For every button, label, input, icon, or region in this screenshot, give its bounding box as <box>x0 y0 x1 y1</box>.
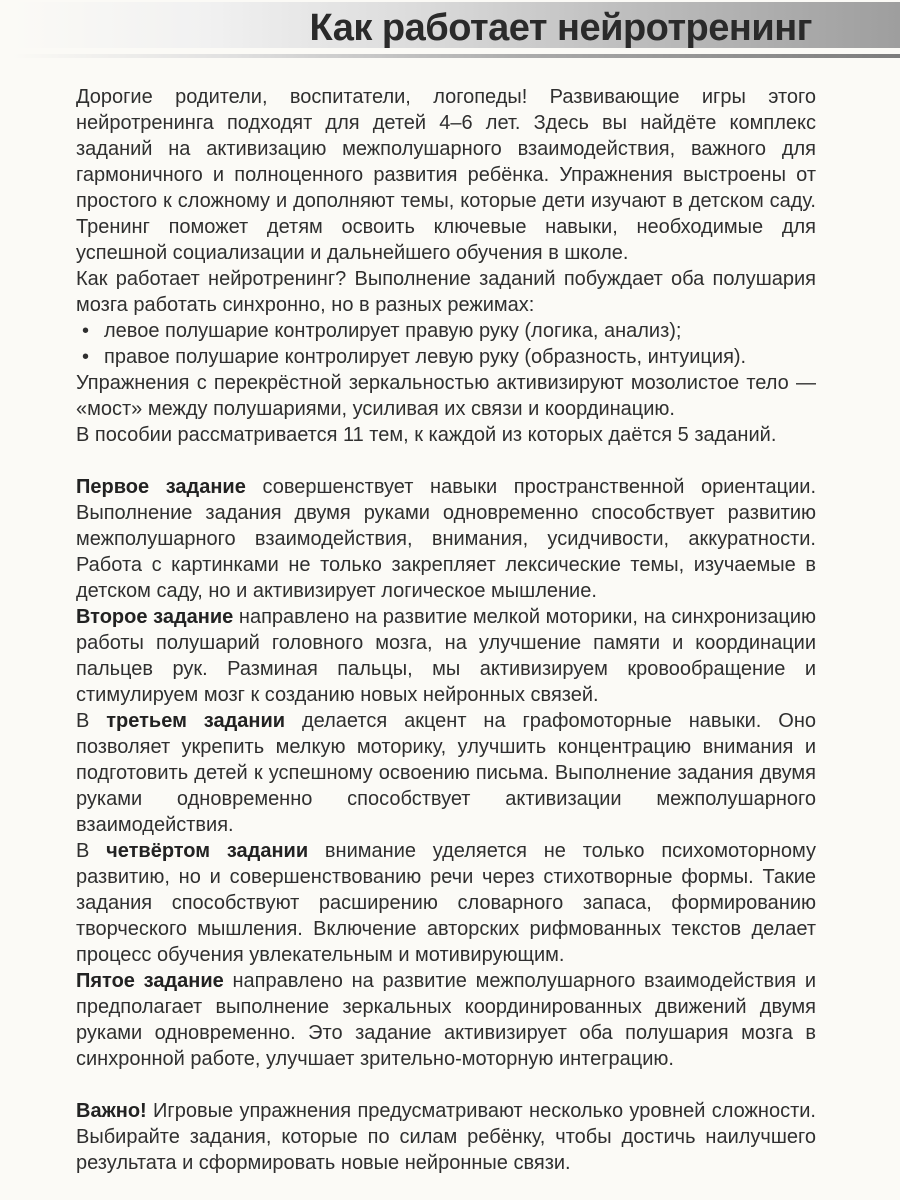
spacer <box>76 1072 816 1098</box>
task-third-heading: третьем задании <box>106 710 286 732</box>
task-first-paragraph <box>76 474 816 604</box>
task-first-text: совершенствует навыки пространственной ориентации. Выполнение задания двумя руками одновременно способствует развитию межполушарного взаимодействия, внимания, усидчивости, аккуратности. Работа с картинками не только закрепляет лексические темы, изучаемые в детском саду, но и активизирует логическое мышление. <box>76 476 817 602</box>
task-second-paragraph <box>76 604 816 708</box>
important-heading: Важно! <box>76 1100 147 1122</box>
task-fourth-prefix: В <box>76 840 107 862</box>
header-rule <box>12 54 900 58</box>
list-item: • левое полушарие контролирует правую руку (логика, анализ); <box>76 318 816 344</box>
task-fourth-text: внимание уделяется не только психомоторному развитию, но и совершенствованию речи через стихотворные формы. Такие задания способствуют расширению словарного запаса, формированию творческого мышления. Включение авторских рифмованных текстов делает процесс обучения увлекательным и мотивирующим. <box>76 840 816 966</box>
task-third-text: делается акцент на графомоторные навыки. Оно позволяет укрепить мелкую моторику, улучшить концентрацию внимания и подготовить детей к успешному освоению письма. Выполнение задания двумя руками одновременно способствует активизации межполушарного взаимодействия. <box>76 710 816 836</box>
task-second-heading: Второе задание <box>76 606 234 628</box>
task-third-prefix: В <box>76 710 107 732</box>
intro-paragraph: Дорогие родители, воспитатели, логопеды! Развивающие игры этого нейротренинга подходят для детей 4–6 лет. Здесь вы найдёте комплекс заданий на активизацию межполушарного взаимодействия, важного для гармоничного и полноценного развития ребёнка. Упражнения выстроены от простого к сложному и дополняют темы, которые дети изучают в детском саду. Тренинг поможет детям освоить ключевые навыки, необходимые для успешной социализации и дальнейшего обучения в школе. <box>76 86 816 264</box>
list-item: • правое полушарие контролирует левую руку (образность, интуиция). <box>76 344 816 370</box>
important-text: Игровые упражнения предусматривают несколько уровней сложности. Выбирайте задания, которые по силам ребёнку, чтобы достичь наилучшего результата и сформировать новые нейронные связи. <box>76 1100 816 1174</box>
page-body <box>76 84 816 1176</box>
task-fifth-heading: Пятое задание <box>76 970 224 992</box>
how-it-works-paragraph: Как работает нейротренинг? Выполнение заданий побуждает оба полушария мозга работать синхронно, но в разных режимах: <box>76 268 816 316</box>
task-fourth-heading: четвёртом задании <box>106 840 309 862</box>
task-fifth-paragraph <box>76 968 816 1072</box>
spacer <box>76 448 816 474</box>
task-second-text: направлено на развитие мелкой моторики, на синхронизацию работы полушарий головного мозга, на улучшение памяти и координации пальцев рук. Разминая пальцы, мы активизируем кровообращение и стимулируем мозг к созданию новых нейронных связей. <box>76 606 816 706</box>
hemisphere-list <box>76 318 816 370</box>
page-title: Как работает нейротренинг <box>309 7 812 49</box>
task-third-paragraph <box>76 708 816 838</box>
page-header <box>0 0 900 62</box>
topics-count-paragraph: В пособии рассматривается 11 тем, к каждой из которых даётся 5 заданий. <box>76 424 777 446</box>
task-fourth-paragraph <box>76 838 816 968</box>
important-note-paragraph <box>76 1098 816 1176</box>
task-fifth-text: направлено на развитие межполушарного взаимодействия и предполагает выполнение зеркальных координированных движений двумя руками одновременно. Это задание активизирует оба полушария мозга в синхронной работе, улучшает зрительно-моторную интеграцию. <box>76 970 816 1070</box>
task-first-heading: Первое задание <box>76 476 246 498</box>
cross-exercises-paragraph: Упражнения с перекрёстной зеркальностью активизируют мозолистое тело — «мост» между полушариями, усиливая их связи и координацию. <box>76 372 816 420</box>
